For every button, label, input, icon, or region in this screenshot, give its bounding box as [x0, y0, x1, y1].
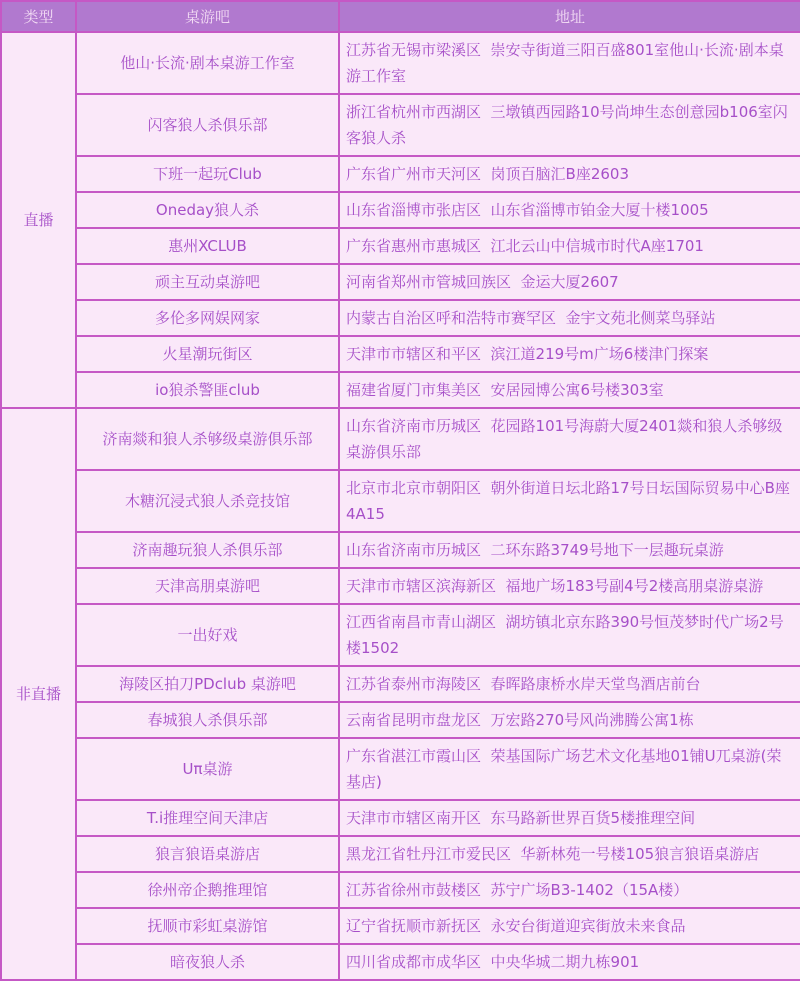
column-header-address: 地址 — [339, 1, 800, 32]
table-row — [1, 228, 800, 264]
table-row — [1, 944, 800, 980]
shop-address-cell: 河南省郑州市管城回族区 金运大厦2607 — [339, 264, 800, 300]
table-row — [1, 836, 800, 872]
column-header-type: 类型 — [1, 1, 76, 32]
shop-name-cell: Uπ桌游 — [76, 738, 339, 800]
table-row — [1, 264, 800, 300]
table-row — [1, 94, 800, 156]
shop-name-cell: 济南趣玩狼人杀俱乐部 — [76, 532, 339, 568]
table-row — [1, 32, 800, 94]
shop-name-cell: 顽主互动桌游吧 — [76, 264, 339, 300]
shop-name-cell: T.i推理空间天津店 — [76, 800, 339, 836]
shop-name-cell: 一出好戏 — [76, 604, 339, 666]
table-row — [1, 738, 800, 800]
shop-name-cell: 狼言狼语桌游店 — [76, 836, 339, 872]
shop-address-cell: 江苏省徐州市鼓楼区 苏宁广场B3-1402（15A楼） — [339, 872, 800, 908]
shop-name-cell: 天津高朋桌游吧 — [76, 568, 339, 604]
shop-address-cell: 山东省淄博市张店区 山东省淄博市铂金大厦十楼1005 — [339, 192, 800, 228]
shop-address-cell: 江西省南昌市青山湖区 湖坊镇北京东路390号恒茂梦时代广场2号楼1502 — [339, 604, 800, 666]
shop-address-cell: 山东省济南市历城区 花园路101号海蔚大厦2401燚和狼人杀够级桌游俱乐部 — [339, 408, 800, 470]
shop-address-cell: 浙江省杭州市西湖区 三墩镇西园路10号尚坤生态创意园b106室闪客狼人杀 — [339, 94, 800, 156]
table-header — [1, 1, 800, 32]
table-row — [1, 372, 800, 408]
shop-name-cell: 抚顺市彩虹桌游馆 — [76, 908, 339, 944]
header-row — [1, 1, 800, 32]
table-row — [1, 156, 800, 192]
shop-name-cell: 海陵区拍刀PDclub 桌游吧 — [76, 666, 339, 702]
type-group-label: 非直播 — [1, 408, 76, 980]
shop-name-cell: 徐州帝企鹅推理馆 — [76, 872, 339, 908]
shop-address-cell: 山东省济南市历城区 二环东路3749号地下一层趣玩桌游 — [339, 532, 800, 568]
table-row — [1, 470, 800, 532]
table-row — [1, 568, 800, 604]
shop-name-cell: 多伦多网娱网家 — [76, 300, 339, 336]
table-row — [1, 300, 800, 336]
shop-name-cell: Oneday狼人杀 — [76, 192, 339, 228]
table-row — [1, 192, 800, 228]
table-row — [1, 872, 800, 908]
table-row — [1, 532, 800, 568]
table-row — [1, 604, 800, 666]
shop-address-cell: 北京市北京市朝阳区 朝外街道日坛北路17号日坛国际贸易中心B座4A15 — [339, 470, 800, 532]
shop-address-cell: 天津市市辖区和平区 滨江道219号m广场6楼津门探案 — [339, 336, 800, 372]
shop-address-cell: 四川省成都市成华区 中央华城二期九栋901 — [339, 944, 800, 980]
shop-name-cell: io狼杀警匪club — [76, 372, 339, 408]
shop-name-cell: 惠州XCLUB — [76, 228, 339, 264]
shop-address-cell: 辽宁省抚顺市新抚区 永安台街道迎宾街放未来食品 — [339, 908, 800, 944]
shop-address-cell: 云南省昆明市盘龙区 万宏路270号风尚沸腾公寓1栋 — [339, 702, 800, 738]
shop-address-cell: 江苏省泰州市海陵区 春晖路康桥水岸天堂鸟酒店前台 — [339, 666, 800, 702]
shop-address-cell: 福建省厦门市集美区 安居园博公寓6号楼303室 — [339, 372, 800, 408]
table-row — [1, 666, 800, 702]
table-row — [1, 908, 800, 944]
table-row — [1, 702, 800, 738]
table-row — [1, 336, 800, 372]
shop-address-cell: 广东省惠州市惠城区 江北云山中信城市时代A座1701 — [339, 228, 800, 264]
shop-address-cell: 江苏省无锡市梁溪区 崇安寺街道三阳百盛801室他山·长流·剧本桌游工作室 — [339, 32, 800, 94]
shop-address-cell: 广东省广州市天河区 岗顶百脑汇B座2603 — [339, 156, 800, 192]
table-row — [1, 408, 800, 470]
shop-name-cell: 闪客狼人杀俱乐部 — [76, 94, 339, 156]
shop-name-cell: 春城狼人杀俱乐部 — [76, 702, 339, 738]
shop-name-cell: 暗夜狼人杀 — [76, 944, 339, 980]
shop-address-cell: 天津市市辖区滨海新区 福地广场183号副4号2楼高朋桌游桌游 — [339, 568, 800, 604]
table-row — [1, 800, 800, 836]
table-body — [1, 32, 800, 980]
shop-name-cell: 火星潮玩街区 — [76, 336, 339, 372]
shop-address-cell: 内蒙古自治区呼和浩特市赛罕区 金宇文苑北侧菜鸟驿站 — [339, 300, 800, 336]
shop-address-cell: 黑龙江省牡丹江市爱民区 华新林苑一号楼105狼言狼语桌游店 — [339, 836, 800, 872]
shop-address-cell: 天津市市辖区南开区 东马路新世界百货5楼推理空间 — [339, 800, 800, 836]
shop-name-cell: 木糖沉浸式狼人杀竞技馆 — [76, 470, 339, 532]
type-group-label: 直播 — [1, 32, 76, 408]
shop-name-cell: 济南燚和狼人杀够级桌游俱乐部 — [76, 408, 339, 470]
shop-address-cell: 广东省湛江市霞山区 荣基国际广场艺术文化基地01铺U兀桌游(荣基店) — [339, 738, 800, 800]
shop-name-cell: 他山·长流·剧本桌游工作室 — [76, 32, 339, 94]
shop-name-cell: 下班一起玩Club — [76, 156, 339, 192]
column-header-name: 桌游吧 — [76, 1, 339, 32]
